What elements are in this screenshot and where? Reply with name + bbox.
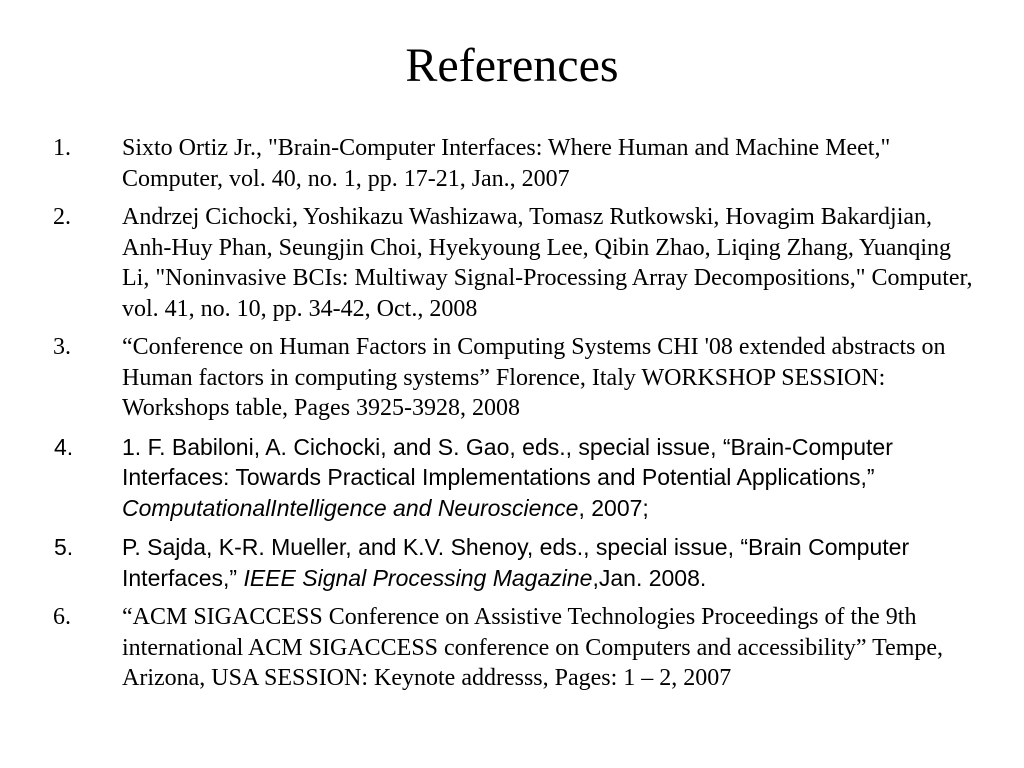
reference-text-before: 1. F. Babiloni, A. Cichocki, and S. Gao, eds., special issue, “Brain-Computer Interfaces: Towards Practical Implementations and Potential Applications,” xyxy=(122,433,893,490)
reference-number: 5. xyxy=(54,534,74,560)
reference-number: 3. xyxy=(53,334,71,360)
reference-item xyxy=(0,532,1024,593)
slide-title: References xyxy=(405,39,619,92)
reference-number: 2. xyxy=(53,204,71,230)
reference-text xyxy=(122,434,893,521)
reference-journal: IEEE Signal Processing Magazine xyxy=(243,564,593,591)
reference-text-before: P. Sajda, K-R. Mueller, and K.V. Shenoy, eds., special issue, “Brain Computer Interfaces,” xyxy=(122,534,910,591)
reference-text-after: , 2007; xyxy=(578,494,649,521)
reference-text: “Conference on Human Factors in Computing Systems CHI '08 extended abstracts on Human factors in computing systems” Florence, Italy WORKSHOP SESSION: Workshops table, Pages 3925-3928, 2008 xyxy=(122,334,946,421)
reference-text: Sixto Ortiz Jr., "Brain-Computer Interfaces: Where Human and Machine Meet," Computer, vol. 40, no. 1, pp. 17-21, Jan., 2007 xyxy=(122,135,891,192)
reference-text: Andrzej Cichocki, Yoshikazu Washizawa, Tomasz Rutkowski, Hovagim Bakardjian, Anh-Huy Phan, Seungjin Choi, Hyekyoung Lee, Qibin Zhao, Liqing Zhang, Yuanqing Li, "Noninvasive BCIs: Multiway Signal-Processing Array Decompositions," Computer, vol. 41, no. 10, pp. 34-42, Oct., 2008 xyxy=(122,204,973,322)
reference-item xyxy=(0,202,1024,324)
reference-list xyxy=(0,133,1024,702)
reference-item xyxy=(0,602,1024,694)
reference-text: “ACM SIGACCESS Conference on Assistive Technologies Proceedings of the 9th international ACM SIGACCESS conference on Computers and accessibility” Tempe, Arizona, USA SESSION: Keynote addresss, Pages: 1 – 2, 2007 xyxy=(122,604,944,691)
reference-number: 1. xyxy=(53,135,71,161)
reference-item xyxy=(0,332,1024,424)
reference-text xyxy=(122,534,909,591)
reference-number: 6. xyxy=(53,604,71,630)
reference-item xyxy=(0,432,1024,524)
reference-journal: ComputationalIntelligence and Neuroscience xyxy=(122,494,579,521)
reference-item xyxy=(0,133,1024,194)
reference-number: 4. xyxy=(54,433,74,460)
reference-text-after: ,Jan. 2008. xyxy=(592,564,707,591)
